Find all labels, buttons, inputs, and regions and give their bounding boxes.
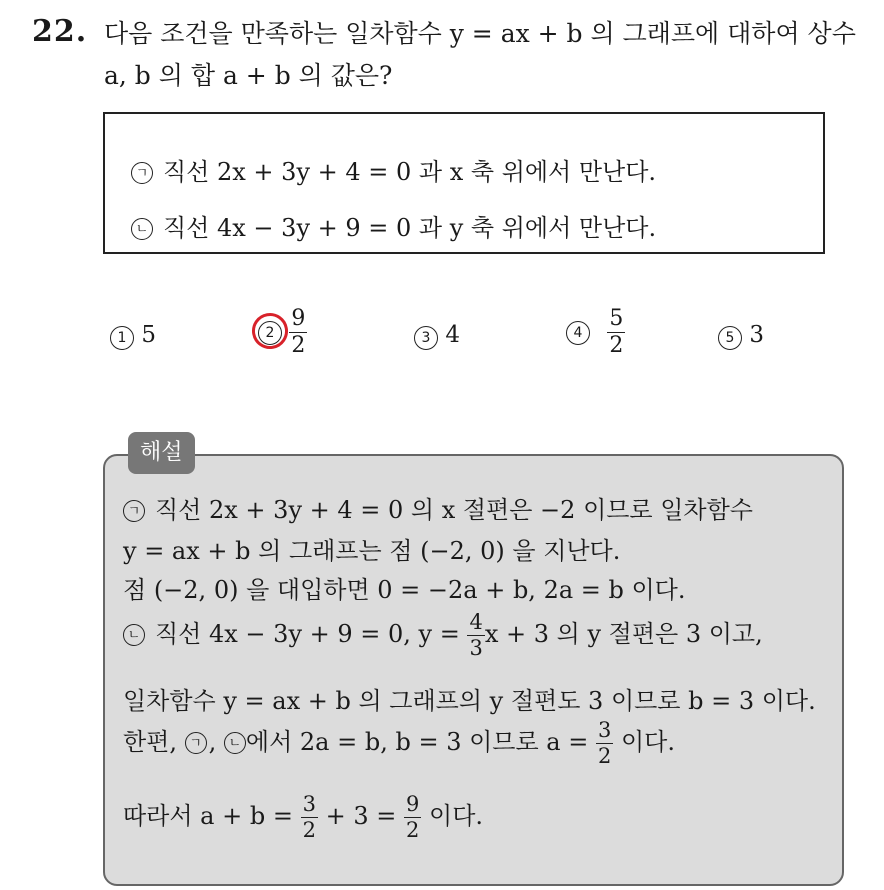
solution-line-1	[123, 490, 753, 525]
choice-2-denominator: 2	[291, 333, 306, 358]
condition-1-mark: ㄱ	[131, 162, 153, 184]
choice-4-denominator: 2	[609, 333, 624, 358]
solution-fraction-9-2	[404, 792, 421, 843]
solution-mark-4: ㄴ	[224, 732, 246, 754]
choice-4[interactable]	[566, 306, 625, 359]
choice-4-fraction	[607, 306, 625, 359]
question-text-line2: a, b 의 합 a + b 의 값은?	[104, 61, 393, 90]
solution-line-2: y = ax + b 의 그래프는 점 (−2, 0) 을 지난다.	[123, 537, 621, 565]
choice-2-fraction	[289, 306, 307, 359]
question-number: 22.	[32, 14, 88, 49]
fraction-numerator: 4	[469, 610, 483, 634]
solution-line-4-a: 직선 4x − 3y + 9 = 0, y =	[155, 620, 460, 648]
choice-2-numerator: 9	[291, 306, 306, 331]
condition-2	[131, 208, 656, 243]
solution-line-4-b: x + 3 의 y 절편은 3 이고,	[484, 620, 763, 648]
question-text-line1: 다음 조건을 만족하는 일차함수 y = ax + b 의 그래프에 대하여 상수	[104, 19, 856, 48]
condition-1	[131, 152, 656, 187]
solution-line-6: 한편, ㄱ , ㄴ 에서 2a = b, b = 3 이므로 a = $\frac{3}{2}$ 이다.	[123, 718, 675, 768]
solution-line-4	[123, 610, 763, 661]
condition-2-mark: ㄴ	[131, 218, 153, 240]
fraction-numerator: 3	[302, 792, 316, 816]
solution-line-5: 일차함수 y = ax + b 의 그래프의 y 절편도 3 이므로 b = 3 이다.	[123, 687, 816, 715]
solution-line-6-a: 한편,	[123, 728, 177, 756]
solution-line-1-text: 직선 2x + 3y + 4 = 0 의 x 절편은 −2 이므로 일차함수	[155, 496, 753, 524]
choice-5-value: 3	[749, 322, 764, 348]
choice-1-mark: 1	[110, 326, 134, 350]
solution-line-7-b: + 3 =	[325, 802, 397, 830]
solution-line-7	[123, 792, 483, 843]
solution-mark-3: ㄱ	[185, 732, 207, 754]
solution-mark-2: ㄴ	[123, 624, 145, 646]
solution-line-7-a: 따라서 a + b =	[123, 802, 293, 830]
fraction-numerator: 3	[597, 718, 612, 742]
choice-4-mark: 4	[566, 321, 590, 345]
fraction-numerator: 9	[406, 792, 420, 816]
choice-1-value: 5	[141, 322, 156, 348]
choice-2-mark: 2	[258, 321, 282, 345]
solution-mark-1: ㄱ	[123, 500, 145, 522]
choice-5[interactable]	[718, 322, 764, 350]
condition-2-text: 직선 4x − 3y + 9 = 0 과 y 축 위에서 만난다.	[163, 214, 657, 242]
fraction-denominator: 2	[302, 818, 316, 842]
solution-line-6-c: 이다.	[620, 728, 675, 756]
solution-fraction-4-3	[467, 610, 484, 661]
choice-4-numerator: 5	[609, 306, 624, 331]
choice-3-value: 4	[445, 322, 460, 348]
solution-fraction-3-2	[596, 718, 613, 769]
choice-5-mark: 5	[718, 326, 742, 350]
choice-3-mark: 3	[414, 326, 438, 350]
solution-line-6-b: 에서 2a = b, b = 3 이므로 a =	[245, 728, 589, 756]
choice-1[interactable]	[110, 322, 156, 350]
solution-fraction-3-2-b	[301, 792, 318, 843]
condition-1-text: 직선 2x + 3y + 4 = 0 과 x 축 위에서 만난다.	[163, 158, 657, 186]
choice-3[interactable]	[414, 322, 460, 350]
solution-line-7-c: 이다.	[429, 802, 484, 830]
solution-tag: 해설	[128, 432, 195, 474]
solution-line-3: 점 (−2, 0) 을 대입하면 0 = −2a + b, 2a = b 이다.	[123, 576, 686, 604]
fraction-denominator: 2	[406, 818, 420, 842]
fraction-denominator: 2	[597, 744, 612, 768]
fraction-denominator: 3	[469, 636, 483, 660]
choice-2[interactable]	[258, 306, 307, 359]
